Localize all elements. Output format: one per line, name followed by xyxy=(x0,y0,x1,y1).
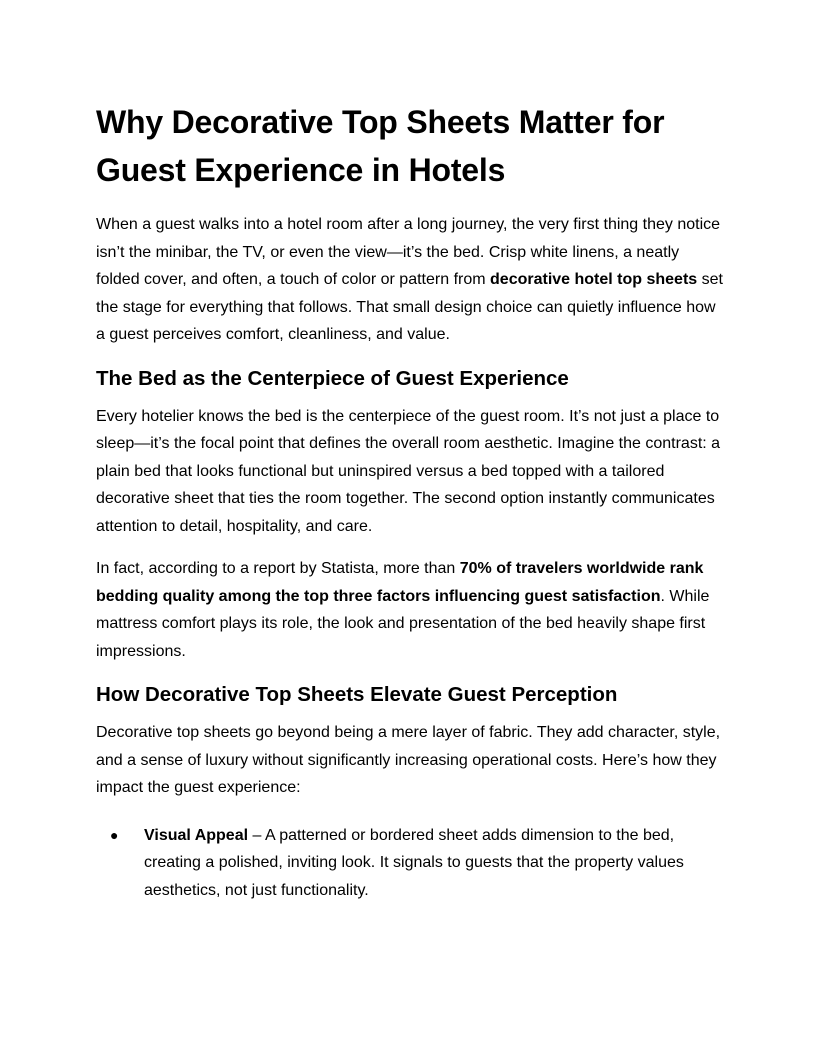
bullet-list xyxy=(96,822,726,905)
bed-p2-text-before: In fact, according to a report by Statista, more than xyxy=(96,560,460,577)
intro-bold-text: decorative hotel top sheets xyxy=(490,271,698,288)
document-body xyxy=(96,98,726,904)
bed-p2-bold-text: 70% of travelers worldwide rank bedding quality among the top three factors influencing guest satisfaction xyxy=(96,560,704,605)
document-title: Why Decorative Top Sheets Matter for Guest Experience in Hotels xyxy=(96,104,665,188)
section-heading-elevate: How Decorative Top Sheets Elevate Guest Perception xyxy=(96,683,618,706)
bullet-bold-label: Visual Appeal xyxy=(144,826,249,844)
section-heading-bed: The Bed as the Centerpiece of Guest Experience xyxy=(96,366,569,390)
bullet-text: – A patterned or bordered sheet adds dimension to the bed, creating a polished, inviting look. It signals to guests that the property values aesthetics, not just functionality. xyxy=(144,826,684,899)
list-item xyxy=(96,822,726,905)
intro-text-before: When a guest walks into a hotel room after a long journey, the very first thing they notice isn’t the minibar, the TV, or even the view—it’s the bed. Crisp white linens, a neatly folded cover, and often, a touch of color or pattern from xyxy=(96,216,721,288)
bed-p2-text-after: . While mattress comfort plays its role, the look and presentation of the bed heavily shape first impressions. xyxy=(96,587,710,660)
intro-paragraph xyxy=(96,211,726,349)
elevate-paragraph-1: Decorative top sheets go beyond being a mere layer of fabric. They add character, style, and a sense of luxury without significantly increasing operational costs. Here’s how they impact the guest experience: xyxy=(96,724,721,796)
bed-paragraph-1: Every hotelier knows the bed is the centerpiece of the guest room. It’s not just a place to sleep—it’s the focal point that defines the overall room aesthetic. Imagine the contrast: a plain bed that looks functional but uninspired versus a bed topped with a tailored decorative sheet that ties the room together. The second option instantly communicates attention to detail, hospitality, and care. xyxy=(96,407,721,535)
intro-text-after: set the stage for everything that follows. That small design choice can quietly influence how a guest perceives comfort, cleanliness, and value. xyxy=(96,271,723,343)
bullet-icon: ● xyxy=(110,826,119,843)
bed-paragraph-2 xyxy=(96,555,726,665)
